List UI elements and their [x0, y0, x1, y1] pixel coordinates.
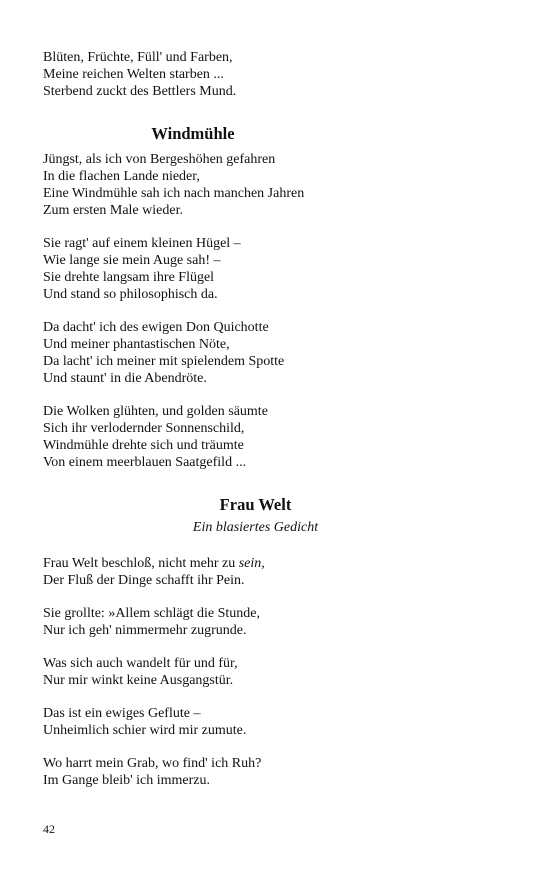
page-number: 42	[43, 822, 55, 836]
poem-line: Sterbend zuckt des Bettlers Mund.	[43, 84, 237, 99]
poem-line: Die Wolken glühten, und golden säumte	[43, 404, 268, 419]
poem-line: Jüngst, als ich von Bergeshöhen gefahren	[43, 152, 276, 167]
poem-line: Meine reichen Welten starben ...	[43, 67, 224, 82]
poem-line: Und meiner phantastischen Nöte,	[43, 337, 230, 352]
poem-line: In die flachen Lande nieder,	[43, 169, 200, 184]
stanza	[43, 235, 304, 303]
poem-subtitle: Ein blasiertes Gedicht	[192, 520, 319, 535]
poem-heading	[43, 495, 468, 536]
poem-line: Windmühle drehte sich und träumte	[43, 438, 244, 453]
poem-line: Zum ersten Male wieder.	[43, 203, 183, 218]
stanza	[43, 705, 265, 739]
poem-line: Blüten, Früchte, Füll' und Farben,	[43, 50, 233, 65]
poem-title-windmuehle: Windmühle	[151, 124, 235, 143]
poem-line: Der Fluß der Dinge schafft ihr Pein.	[43, 573, 245, 588]
stanza	[43, 655, 265, 689]
stanza	[43, 319, 304, 387]
poem-line: Unheimlich schier wird mir zumute.	[43, 723, 247, 738]
poem-line	[43, 555, 265, 572]
poem-line: Im Gange bleib' ich immerzu.	[43, 773, 210, 788]
first-line-emphasis: sein,	[238, 556, 265, 571]
poem-line: Sie ragt' auf einem kleinen Hügel –	[43, 236, 241, 251]
poem-windmuehle	[43, 151, 304, 487]
poem-line: Das ist ein ewiges Geflute –	[43, 706, 201, 721]
poem-line: Und staunt' in die Abendröte.	[43, 371, 207, 386]
stanza	[43, 403, 304, 471]
poem-line: Wie lange sie mein Auge sah! –	[43, 253, 221, 268]
poem-line: Von einem meerblauen Saatgefild ...	[43, 455, 247, 470]
poem-line: Wo harrt mein Grab, wo find' ich Ruh?	[43, 756, 262, 771]
poem-line: Nur mir winkt keine Ausgangstür.	[43, 673, 234, 688]
poem-line: Eine Windmühle sah ich nach manchen Jahren	[43, 186, 305, 201]
stanza	[43, 755, 265, 789]
poem-line: Sie drehte langsam ihre Flügel	[43, 270, 215, 285]
poem-line: Da lacht' ich meiner mit spielendem Spotte	[43, 354, 285, 369]
stanza	[43, 555, 265, 589]
stanza	[43, 151, 304, 219]
poem-title	[43, 124, 343, 144]
first-line-text: Frau Welt beschloß, nicht mehr zu	[43, 556, 239, 571]
poem-line: Und stand so philosophisch da.	[43, 287, 218, 302]
opening-stanza	[43, 49, 236, 100]
poem-title-frau-welt: Frau Welt	[219, 495, 292, 514]
poem-line: Da dacht' ich des ewigen Don Quichotte	[43, 320, 269, 335]
poem-line: Nur ich geh' nimmermehr zugrunde.	[43, 623, 247, 638]
poem-line: Sie grollte: »Allem schlägt die Stunde,	[43, 606, 260, 621]
poem-line: Was sich auch wandelt für und für,	[43, 656, 238, 671]
poem-frau-welt	[43, 555, 265, 805]
poem-line: Sich ihr verlodernder Sonnenschild,	[43, 421, 245, 436]
stanza	[43, 605, 265, 639]
